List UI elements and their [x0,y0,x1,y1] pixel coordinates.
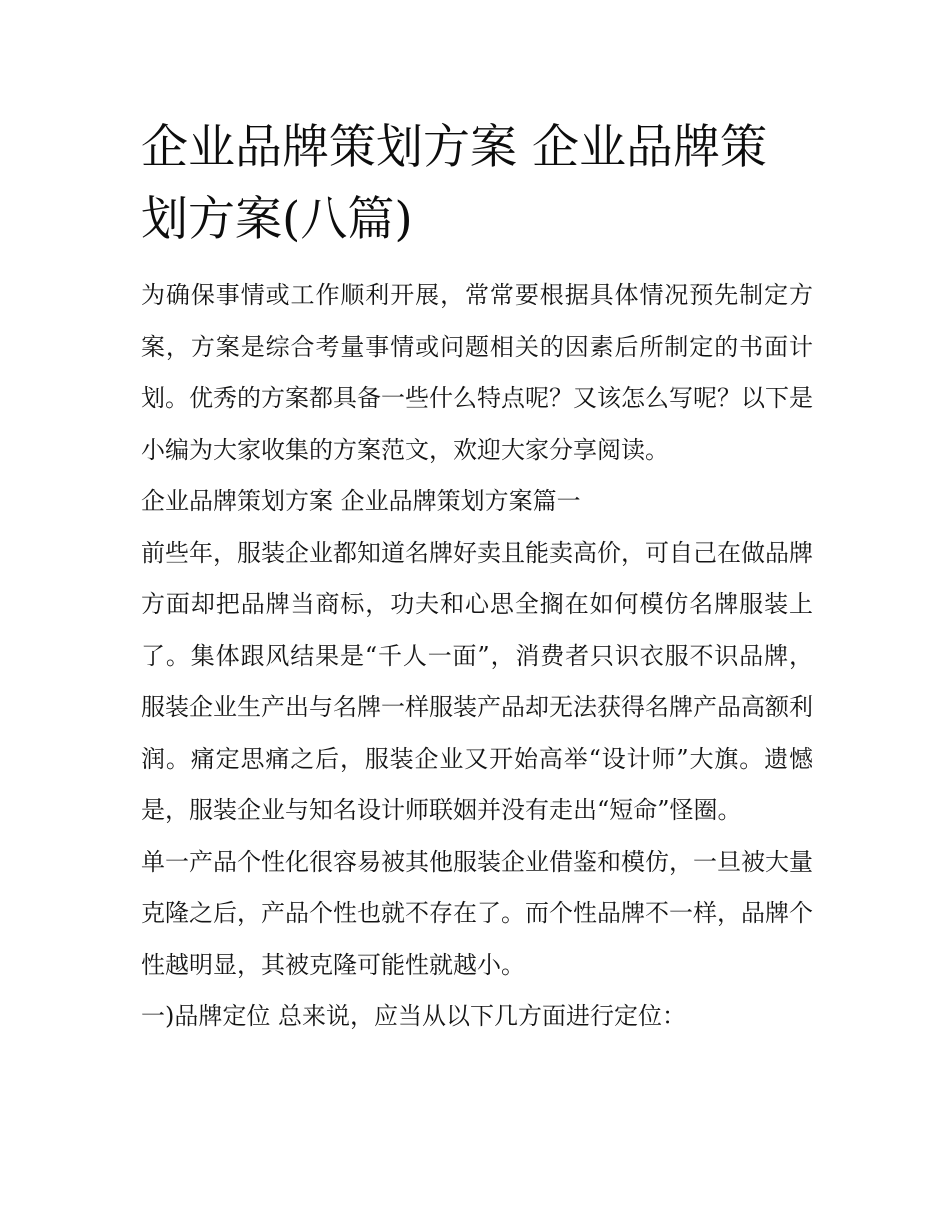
document-title: 企业品牌策划方案 企业品牌策划方案(八篇) [141,120,767,247]
subsection-line: 一)品牌定位 总来说，应当从以下几方面进行定位： [141,1002,686,1030]
section-heading: 企业品牌策划方案 企业品牌策划方案篇一 [141,487,581,515]
body-paragraph: 前些年，服装企业都知道名牌好卖且能卖高价，可自己在做品牌方面却把品牌当商标，功夫和心思全搁在如何模仿名牌服装上了。集体跟风结果是“千人一面”，消费者只识衣服不识品牌，服装企业生产出与名牌一样服装产品却无法获得名牌产品高额利润。痛定思痛之后，服装企业又开始高举“设计师”大旗。遗憾是，服装企业与知名设计师联姻并没有走出“短命”怪圈。 [141,538,813,824]
body-paragraph: 单一产品个性化很容易被其他服装企业借鉴和模仿，一旦被大量克隆之后，产品个性也就不存在了。而个性品牌不一样，品牌个性越明显，其被克隆可能性就越小。 [141,847,813,979]
document-body [141,112,813,1043]
intro-paragraph: 为确保事情或工作顺利开展，常常要根据具体情况预先制定方案，方案是综合考量事情或问题相关的因素后所制定的书面计划。优秀的方案都具备一些什么特点呢？又该怎么写呢？以下是小编为大家收集的方案范文，欢迎大家分享阅读。 [141,281,813,464]
